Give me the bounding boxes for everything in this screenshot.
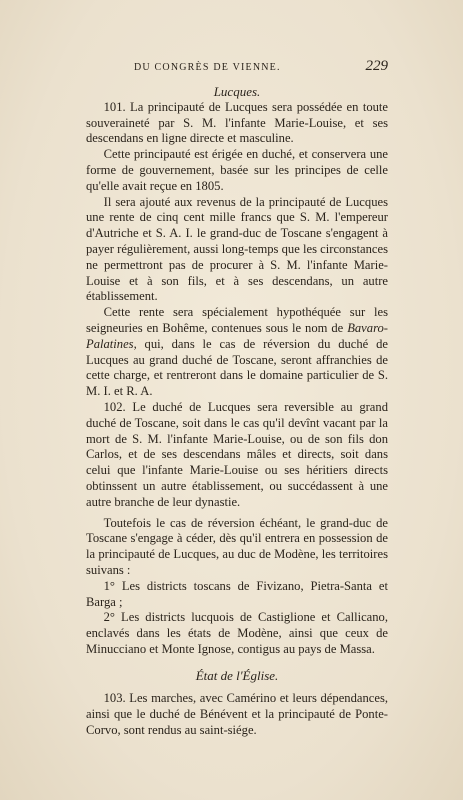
item-1-districts-toscans: 1° Les districts toscans de Fivizano, Pietra-Santa et Barga ;	[86, 578, 388, 609]
bavaro-palatines-term: Bavaro-Palatines	[86, 320, 388, 351]
body-text	[86, 84, 388, 739]
item-2-districts-lucquois: 2° Les districts lucquois de Castiglione et Callicano, enclavés dans les états de Modène, ainsi que ceux de Minucciano et Monte Ignose, contigus au pays de Massa.	[86, 610, 388, 656]
article-103: 103. Les marches, avec Camérino et leurs dépendances, ainsi que le duché de Bénévent et la principauté de Ponte-Corvo, sont rendus au saint-siége.	[86, 691, 388, 738]
paragraph-hypotheque-start: Cette rente sera spécialement hypothéquée sur les seigneuries en Bohême, contenues sous le nom de	[86, 305, 388, 335]
paragraph-reversion: Toutefois le cas de réversion échéant, le grand-duc de Toscane s'engage à céder, dès qu'il entrera en possession de la principauté de Lucques, au duc de Modène, les territoires suivans :	[86, 515, 388, 577]
page-number: 229	[365, 58, 388, 74]
page-header	[86, 58, 388, 80]
running-title: DU CONGRÈS DE VIENNE.	[134, 62, 281, 73]
paragraph-hypotheque	[86, 305, 388, 400]
article-101: 101. La principauté de Lucques sera possédée en toute souveraineté par S. M. l'infante Marie-Louise, et ses descendans en ligne directe et masculine.	[86, 99, 388, 146]
section-heading-lucques: Lucques.	[213, 84, 261, 99]
paragraph-rente: Il sera ajouté aux revenus de la principauté de Lucques une rente de cinq cent mille francs que S. M. l'empereur d'Autriche et S. A. I. le grand-duc de Toscane s'engagent à payer régulièrement, aussi long-temps que les circonstances ne permettront pas de procurer à S. M. l'infante Marie-Louise et à son fils, et à ses descendans, un autre établissement.	[86, 194, 388, 304]
paragraph-duche: Cette principauté est érigée en duché, et conservera une forme de gouvernement, basée sur les principes de celle qu'elle avait reçue en 1805.	[86, 147, 388, 193]
section-heading-etat-eglise: État de l'Église.	[195, 667, 279, 683]
article-102: 102. Le duché de Lucques sera reversible au grand duché de Toscane, soit dans le cas qu'il devînt vacant par la mort de S. M. l'infante Marie-Louise, ou de son fils don Carlos, et de ses descendans mâles et directs, soit dans celui que l'infante Marie-Louise ou ses héritiers directs obtinssent un autre établissement, ou succédassent à une autre branche de leur dynastie.	[86, 399, 388, 509]
paragraph-hypotheque-end: , qui, dans le cas de réversion du duché de Lucques au grand duché de Toscane, seront affranchies de cette charge, et rentreront dans le domaine particulier de S. M. I. et R. A.	[86, 336, 388, 399]
